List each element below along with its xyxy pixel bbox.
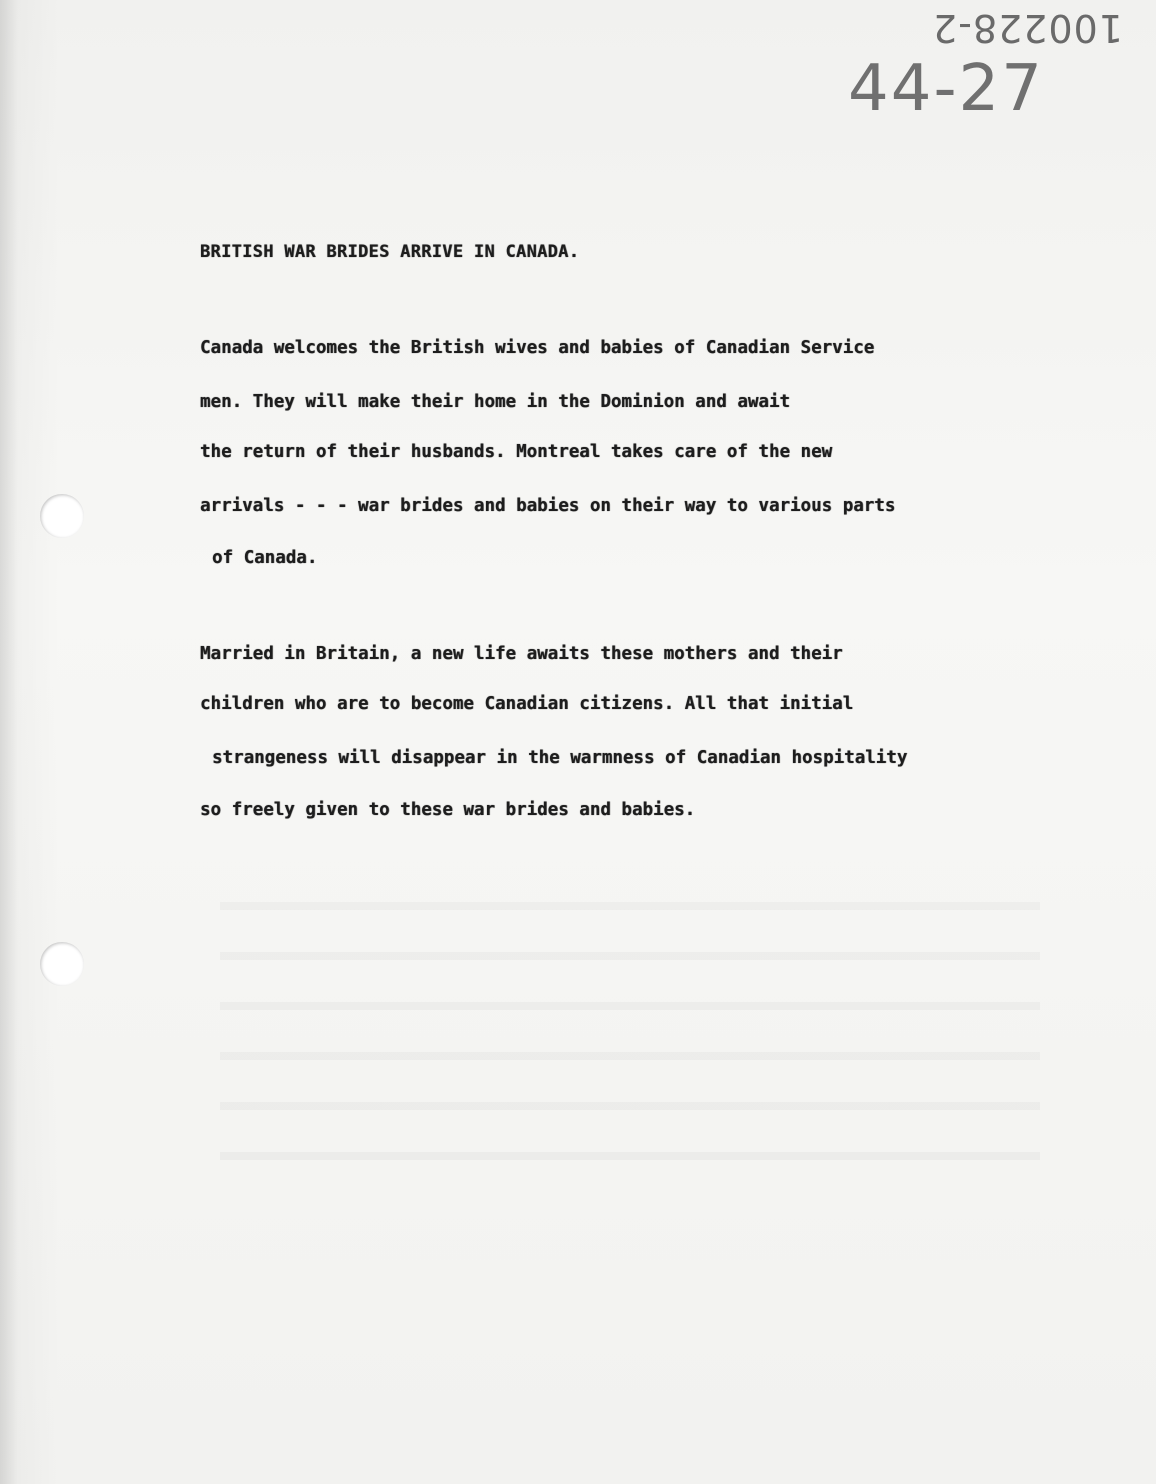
paragraph-2-line: children who are to become Canadian citizens. All that initial (200, 694, 854, 714)
page-number: 44-27 (848, 52, 1044, 126)
paragraph-2-line: strangeness will disappear in the warmness of Canadian hospitality (212, 748, 908, 768)
paragraph-1-line: men. They will make their home in the Dominion and await (200, 392, 791, 412)
scan-edge-shadow (0, 0, 18, 1484)
paragraph-1-line: of Canada. (212, 548, 318, 568)
paragraph-2-line: Married in Britain, a new life awaits these mothers and their (200, 644, 843, 664)
bleed-through-texture (220, 860, 1040, 1180)
archive-number: 100228-2 (932, 6, 1123, 50)
punch-hole-bottom (40, 942, 84, 986)
punch-hole-top (40, 494, 84, 538)
paragraph-1-line: Canada welcomes the British wives and babies of Canadian Service (200, 338, 875, 358)
paragraph-1-line: the return of their husbands. Montreal takes care of the new (200, 442, 833, 462)
document-title: BRITISH WAR BRIDES ARRIVE IN CANADA. (200, 242, 580, 262)
paragraph-1-line: arrivals - - - war brides and babies on their way to various parts (200, 496, 896, 516)
paragraph-2-line: so freely given to these war brides and babies. (200, 800, 696, 820)
